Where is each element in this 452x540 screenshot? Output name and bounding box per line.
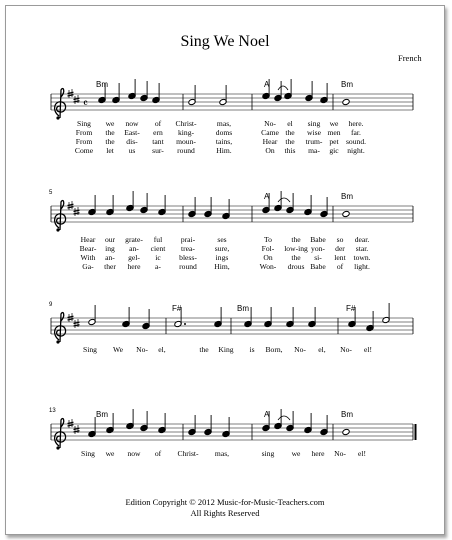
lyric-syllable: we <box>105 449 115 458</box>
lyric-syllable: we <box>329 119 339 128</box>
lyric-syllable: gic <box>329 146 339 155</box>
note <box>274 409 282 430</box>
rights-line: All Rights Reserved <box>190 508 260 518</box>
lyric-syllable: ther <box>104 262 116 271</box>
music-system <box>49 190 413 271</box>
lyric-syllable: King <box>218 345 234 354</box>
lyric-syllable: this <box>284 146 296 155</box>
lyric-syllable: of <box>154 449 162 458</box>
song-title: Sing We Noel <box>180 33 270 50</box>
lyric-syllable: tant <box>152 137 164 146</box>
lyric-syllable: ic <box>155 253 161 262</box>
lyric-syllable: el, <box>318 345 326 354</box>
lyric-syllable: Came <box>261 128 279 137</box>
lyric-syllable: light. <box>354 262 370 271</box>
lyric-syllable: der <box>335 244 345 253</box>
lyric-syllable: el <box>287 119 293 128</box>
lyric-syllable: On <box>263 253 273 262</box>
chord-symbol: Bm <box>341 80 353 89</box>
lyric-syllable: low-ing <box>284 244 308 253</box>
note <box>204 197 212 218</box>
chord-symbol: Bm <box>96 80 108 89</box>
note <box>286 411 294 432</box>
lyric-syllable: si- <box>314 253 322 262</box>
note <box>366 311 374 332</box>
lyric-syllable: Ga- <box>82 262 94 271</box>
lyric-syllable: drous <box>287 262 305 271</box>
lyric-syllable: Babe <box>310 235 326 244</box>
lyric-syllable: wise <box>307 128 321 137</box>
lyric-syllable: is <box>249 345 255 354</box>
note <box>342 428 350 435</box>
chord-symbol: A <box>264 410 270 419</box>
score-canvas <box>6 6 444 534</box>
lyric-syllable: let <box>106 146 114 155</box>
lyric-syllable: Sing <box>81 449 95 458</box>
treble-clef-icon <box>55 89 66 120</box>
lyric-syllable: night. <box>347 146 365 155</box>
chord-symbol: F# <box>346 304 356 313</box>
lyric-syllable: Sing <box>83 345 97 354</box>
sheet-music-page <box>5 5 445 535</box>
lyric-syllable: el! <box>363 345 373 354</box>
lyric-syllable: Won- <box>259 262 277 271</box>
note <box>320 197 328 218</box>
lyric-syllable: of <box>154 119 162 128</box>
note <box>320 415 328 436</box>
note <box>304 413 312 434</box>
lyric-syllable: king- <box>177 128 195 137</box>
lyric-syllable: trum- <box>305 137 323 146</box>
note <box>188 85 196 106</box>
lyric-syllable: of <box>336 262 344 271</box>
note <box>382 303 390 324</box>
lyric-syllable: dear. <box>354 235 370 244</box>
note <box>126 409 134 430</box>
slur <box>278 416 290 420</box>
treble-clef-icon <box>55 419 66 450</box>
sharp-sign-icon <box>74 319 80 328</box>
chord-symbol: Bm <box>237 304 249 313</box>
lyric-syllable: the <box>105 137 115 146</box>
note <box>188 197 196 218</box>
note <box>112 83 120 104</box>
sharp-sign-icon <box>68 89 74 98</box>
lyric-syllable: doms <box>215 128 233 137</box>
lyric-syllable: so <box>336 235 344 244</box>
lyric-syllable: gel- <box>128 253 140 262</box>
lyric-syllable: sure, <box>214 244 230 253</box>
note <box>286 193 294 214</box>
note <box>264 307 272 328</box>
music-system <box>49 302 413 354</box>
note <box>188 415 196 436</box>
lyric-syllable: moun- <box>176 137 196 146</box>
lyric-syllable: Christ- <box>175 119 197 128</box>
lyric-syllable: the <box>105 128 115 137</box>
lyric-syllable: yon- <box>311 244 325 253</box>
note <box>142 309 150 330</box>
lyric-syllable: prai- <box>180 235 196 244</box>
lyric-syllable: grate- <box>125 235 143 244</box>
lyric-syllable: mas, <box>214 449 230 458</box>
note <box>308 307 316 328</box>
sharp-sign-icon <box>74 95 80 104</box>
lyric-syllable: ma- <box>308 146 320 155</box>
measure-number: 9 <box>49 302 53 308</box>
note <box>88 417 96 438</box>
lyric-syllable: the <box>199 345 209 354</box>
note <box>204 415 212 436</box>
chord-symbol: Bm <box>341 410 353 419</box>
lyric-syllable: an- <box>105 253 115 262</box>
lyric-syllable: On <box>265 146 275 155</box>
chord-symbol: Bm <box>96 410 108 419</box>
lyric-syllable: We <box>113 345 123 354</box>
note <box>305 81 313 102</box>
lyric-syllable: us <box>128 146 136 155</box>
lyric-syllable: now <box>125 119 139 128</box>
lyric-syllable: dis- <box>126 137 138 146</box>
music-system <box>49 408 416 458</box>
lyric-syllable: Fol- <box>261 244 275 253</box>
lyric-syllable: here. <box>348 119 364 128</box>
lyric-syllable: the <box>291 235 301 244</box>
chord-symbol: Bm <box>341 192 353 201</box>
lyric-syllable: ful <box>153 235 163 244</box>
song-origin: French <box>398 53 422 63</box>
lyric-syllable: To <box>264 235 272 244</box>
lyric-syllable: bless- <box>179 253 197 262</box>
note <box>286 307 294 328</box>
lyric-syllable: we <box>291 449 301 458</box>
lyric-syllable: lent <box>334 253 346 262</box>
lyric-syllable: mas, <box>216 119 232 128</box>
note <box>128 79 136 100</box>
note <box>222 417 230 438</box>
note <box>126 191 134 212</box>
treble-clef-icon <box>55 201 66 232</box>
lyric-syllable: ern <box>153 128 163 137</box>
sharp-sign-icon <box>68 419 74 428</box>
sharp-sign-icon <box>68 201 74 210</box>
lyric-syllable: From <box>75 137 93 146</box>
lyric-syllable: ses <box>217 235 227 244</box>
note <box>158 195 166 216</box>
lyric-syllable: the <box>285 128 295 137</box>
lyric-syllable: Him. <box>216 146 232 155</box>
lyric-syllable: sing <box>307 119 321 128</box>
note <box>320 83 328 104</box>
lyric-syllable: No- <box>264 119 276 128</box>
note <box>88 195 96 216</box>
note <box>342 98 350 105</box>
lyric-syllable: far. <box>351 128 361 137</box>
lyric-syllable: an- <box>129 244 139 253</box>
measure-number: 13 <box>49 408 56 414</box>
chord-symbol: F# <box>172 304 182 313</box>
note <box>304 195 312 216</box>
lyric-syllable: round <box>177 146 195 155</box>
sharp-sign-icon <box>74 207 80 216</box>
lyric-syllable: Him, <box>214 262 230 271</box>
lyric-syllable: No- <box>294 345 306 354</box>
lyric-syllable: the <box>285 137 295 146</box>
lyric-syllable: our <box>104 235 116 244</box>
lyric-syllable: From <box>75 128 93 137</box>
lyric-syllable: No- <box>334 449 346 458</box>
lyric-syllable: ings <box>215 253 229 262</box>
slur <box>278 86 288 90</box>
lyric-syllable: the <box>291 253 301 262</box>
lyric-syllable: No- <box>136 345 148 354</box>
chord-symbol: A <box>264 80 270 89</box>
lyric-syllable: sur- <box>152 146 164 155</box>
lyric-syllable: Christ- <box>177 449 199 458</box>
lyric-syllable: tains, <box>215 137 233 146</box>
note <box>342 210 350 217</box>
lyric-syllable: Sing <box>77 119 91 128</box>
note <box>214 307 222 328</box>
note <box>140 193 148 214</box>
lyric-syllable: East- <box>124 128 140 137</box>
lyric-syllable: town. <box>353 253 371 262</box>
lyric-syllable: a- <box>155 262 161 271</box>
note <box>284 79 292 100</box>
lyric-syllable: With <box>80 253 96 262</box>
sharp-sign-icon <box>74 425 80 434</box>
note <box>274 191 282 212</box>
lyric-syllable: Bear- <box>79 244 97 253</box>
lyric-syllable: cient <box>150 244 166 253</box>
note <box>222 199 230 220</box>
lyric-syllable: Hear <box>262 137 278 146</box>
lyric-syllable: Come <box>74 146 94 155</box>
slur <box>278 198 290 202</box>
sharp-sign-icon <box>68 313 74 322</box>
lyric-syllable: trea- <box>181 244 195 253</box>
copyright-line: Edition Copyright © 2012 Music-for-Music-Teachers.com <box>125 497 325 507</box>
treble-clef-icon <box>55 313 66 344</box>
lyric-syllable: sound. <box>345 137 367 146</box>
lyric-syllable: pet <box>329 137 339 146</box>
lyric-syllable: el! <box>357 449 367 458</box>
lyric-syllable: No- <box>340 345 352 354</box>
note <box>219 85 227 106</box>
note <box>140 81 148 102</box>
note <box>88 305 96 326</box>
chord-symbol: A <box>264 192 270 201</box>
lyric-syllable: Born, <box>265 345 283 354</box>
note <box>122 307 130 328</box>
note <box>106 195 114 216</box>
lyric-syllable: men <box>327 128 341 137</box>
lyric-syllable: here <box>127 262 141 271</box>
note <box>152 83 160 104</box>
lyric-syllable: round <box>179 262 197 271</box>
lyric-syllable: we <box>105 119 115 128</box>
lyric-syllable: ing <box>105 244 115 253</box>
lyric-syllable: Babe <box>310 262 326 271</box>
measure-number: 5 <box>49 190 53 196</box>
note <box>274 81 282 102</box>
lyric-syllable: star. <box>355 244 369 253</box>
lyric-syllable: now <box>127 449 141 458</box>
music-systems <box>49 79 416 458</box>
note <box>158 413 166 434</box>
lyric-syllable: sing <box>261 449 275 458</box>
lyric-syllable: el, <box>158 345 166 354</box>
lyric-syllable: here <box>311 449 325 458</box>
common-time-icon: 𝄴 <box>83 97 88 110</box>
lyric-syllable: Hear <box>80 235 96 244</box>
note <box>140 411 148 432</box>
